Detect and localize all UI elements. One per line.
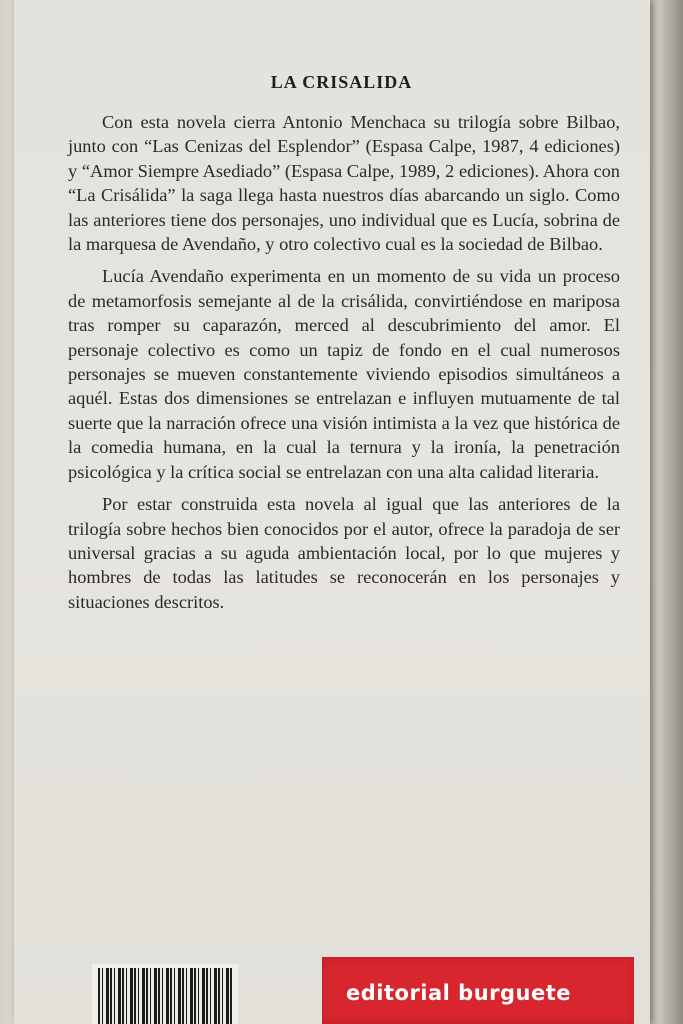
blurb-text: [68, 110, 620, 622]
publisher-band: [322, 957, 634, 1024]
publisher-name: editorial burguete: [346, 981, 572, 1005]
blurb-paragraph-3: Por estar construida esta novela al igual que las anteriores de la trilogía sobre hechos bien conocidos por el autor, ofrece la paradoja de ser universal gracias a su aguda ambientación local, por lo que mujeres y hombres de todas las latitudes se reconocerán en los personajes y situaciones descritos.: [68, 494, 620, 612]
book-title: LA CRISALIDA: [270, 72, 413, 92]
blurb-paragraph-2: Lucía Avendaño experimenta en un momento de su vida un proceso de metamorfosis semejante al de la crisálida, convirtiéndose en mariposa tras romper su caparazón, merced al descubrimiento del amor. El personaje colectivo es como un tapiz de fondo en el cual numerosos personajes se mueven constantemente viviendo episodios simultáneos a aquél. Estas dos dimensiones se entrelazan e influyen mutuamente de tal suerte que la narración ofrece una visión intimista a la vez que histórica de la comedia humana, en la cual la ternura y la ironía, la penetración psicológica y la crítica social se entrelazan con una alta calidad literaria.: [68, 266, 620, 482]
book-edge: [649, 0, 683, 1024]
blurb-paragraph-1: Con esta novela cierra Antonio Menchaca su trilogía sobre Bilbao, junto con “Las Cenizas del Esplendor” (Espasa Calpe, 1987, 4 ediciones) y “Amor Siempre Asediado” (Espasa Calpe, 1989, 2 ediciones). Ahora con “La Crisálida” la saga llega hasta nuestros días abarcando un siglo. Como las anteriores tiene dos personajes, uno individual que es Lucía, sobrina de la marquesa de Avendaño, y otro colectivo cual es la sociedad de Bilbao.: [68, 112, 620, 255]
barcode-icon: [98, 968, 232, 1024]
